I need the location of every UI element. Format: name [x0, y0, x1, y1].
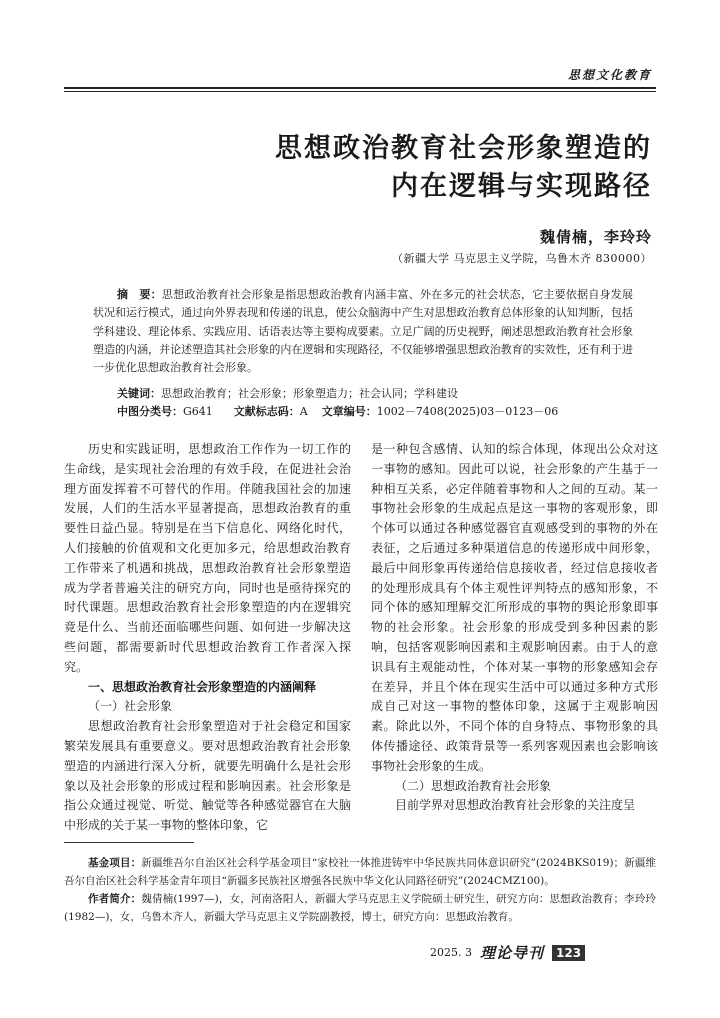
section-heading: 一、思想政治教育社会形象塑造的内涵阐释 [88, 679, 317, 694]
body-paragraph: 历史和实践证明，思想政治工作作为一切工作的生命线，是实现社会治理的有效手段，在促进社会治理方面发挥着不可替代的作用。伴随我国社会的加速发展，人们的生活水平显著提高，思想政治教育的重要性日益凸显。特别是在当下信息化、网络化时代，人们接触的价值观和文化更加多元，给思想政治教育工作带来了机遇和挑战，思想政治教育社会形象塑造成为学者普遍关注的研究方向，同时也是亟待探究的时代课题。思想政治教育社会形象塑造的内在逻辑究竟是什么、当前还面临哪些问题、如何进一步解决这些问题，都需要新时代思想政治教育工作者深入探究。 [64, 442, 351, 674]
body-paragraph: 思想政治教育社会形象塑造对于社会稳定和国家繁荣发展具有重要意义。要对思想政治教育社会形象塑造的内涵进行深入分析，就要先明确什么是社会形象以及社会形象的形成过程和影响因素。社会形象是指公众通过视觉、听觉、触觉等各种感觉器官在大脑中形成的关于某一事物的整体印象，它 [64, 719, 351, 833]
article-no-label: 文章编号： [321, 405, 377, 418]
doc-code-label: 文献标志码： [233, 405, 300, 418]
body-paragraph: 是一种包含感情、认知的综合体现，体现出公众对这一事物的感知。因此可以说，社会形象的产生基于一种相互关系，必定伴随着事物和人之间的互动。某一事物社会形象的生成起点是这一事物的客观形象，即个体可以通过各种感觉器官直观感受到的事物的外在表征，之后通过多种渠道信息的传递形成中间形象，最后中间形象再传递给信息接收者，经过信息接收者的处理形成具有个体主观性评判特点的感知形象，不同个体的感知理解交汇所形成的事物的舆论形象即事物的社会形象。社会形象的形成受到多种因素的影响，包括客观影响因素和主观影响因素。由于人的意识具有主观能动性，个体对某一事物的形象感知会存在差异，并且个体在现实生活中可以通过多种方式形成自己对这一事物的整体印象，这属于主观影响因素。除此以外，不同个体的自身特点、事物形象的具体传播途径、政策背景等一系列客观因素也会影响该事物社会形象的生成。 [371, 442, 658, 773]
body-column-right [371, 440, 658, 816]
page-footer [430, 942, 585, 963]
title-line-1: 思想政治教育社会形象塑造的 [275, 133, 652, 164]
article-no-value: 1002－7408(2025)03－0123－06 [376, 405, 559, 418]
abstract-text: 思想政治教育社会形象是指思想政治教育内涵丰富、外在多元的社会状态，它主要依据自身发展状况和运行模式，通过向外界表现和传递的讯息，使公众脑海中产生对思想政治教育总体形象的认知判断，包括学科建设、理论体系、实践应用、话语表达等主要构成要素。立足广阔的历史视野，阐述思想政治教育社会形象塑造的内涵，并论述塑造其社会形象的内在逻辑和实现路径，不仅能够增强思想政治教育的实效性，还有利于进一步优化思想政治教育社会形象。 [93, 288, 633, 375]
keywords-text: 思想政治教育；社会形象；形象塑造力；社会认同；学科建设 [161, 387, 458, 400]
fund-text: 新疆维吾尔自治区社会科学基金项目“家校社一体推进铸牢中华民族共同体意识研究”(2024BKS019)；新疆维吾尔自治区社会科学基金青年项目“新疆多民族社区增强各民族中华文化认同路径研究”(2024CMZ100)。 [64, 857, 657, 887]
keywords-label: 关键词： [117, 387, 161, 400]
author-info-label: 作者简介： [88, 893, 142, 905]
body-column-left [64, 440, 351, 836]
footnotes [64, 854, 656, 926]
affiliation: （新疆大学 马克思主义学院，乌鲁木齐 830000） [392, 252, 652, 265]
author-info-text: 魏倩楠(1997—)，女，河南洛阳人，新疆大学马克思主义学院硕士研究生，研究方向：思想政治教育；李玲玲(1982—)，女，乌鲁木齐人，新疆大学马克思主义学院副教授，博士，研究方向：思想政治教育。 [64, 893, 656, 923]
header-rule-thin [64, 91, 656, 92]
body-paragraph: 目前学界对思想政治教育社会形象的关注度呈 [395, 798, 636, 813]
cls-label: 中图分类号： [117, 405, 183, 418]
header-rule [64, 87, 656, 89]
abstract [93, 286, 633, 377]
issue-number: 2025. 3 [430, 946, 472, 959]
page-number: 123 [552, 945, 585, 961]
journal-name: 理论导刊 [480, 944, 545, 962]
subsection-heading: （二）思想政治教育社会形象 [395, 778, 552, 793]
abstract-label: 摘 要： [117, 288, 162, 301]
subsection-heading: （一）社会形象 [88, 699, 173, 714]
article-title [275, 130, 652, 206]
keywords [117, 385, 458, 403]
section-label: 思想文化教育 [567, 68, 652, 82]
authors: 魏倩楠，李玲玲 [539, 228, 652, 246]
classification [117, 403, 558, 421]
title-line-2: 内在逻辑与实现路径 [391, 171, 652, 202]
doc-code-value: A [299, 405, 308, 418]
footnote-rule [64, 842, 194, 843]
fund-label: 基金项目： [88, 857, 142, 869]
cls-value: G641 [183, 405, 213, 418]
